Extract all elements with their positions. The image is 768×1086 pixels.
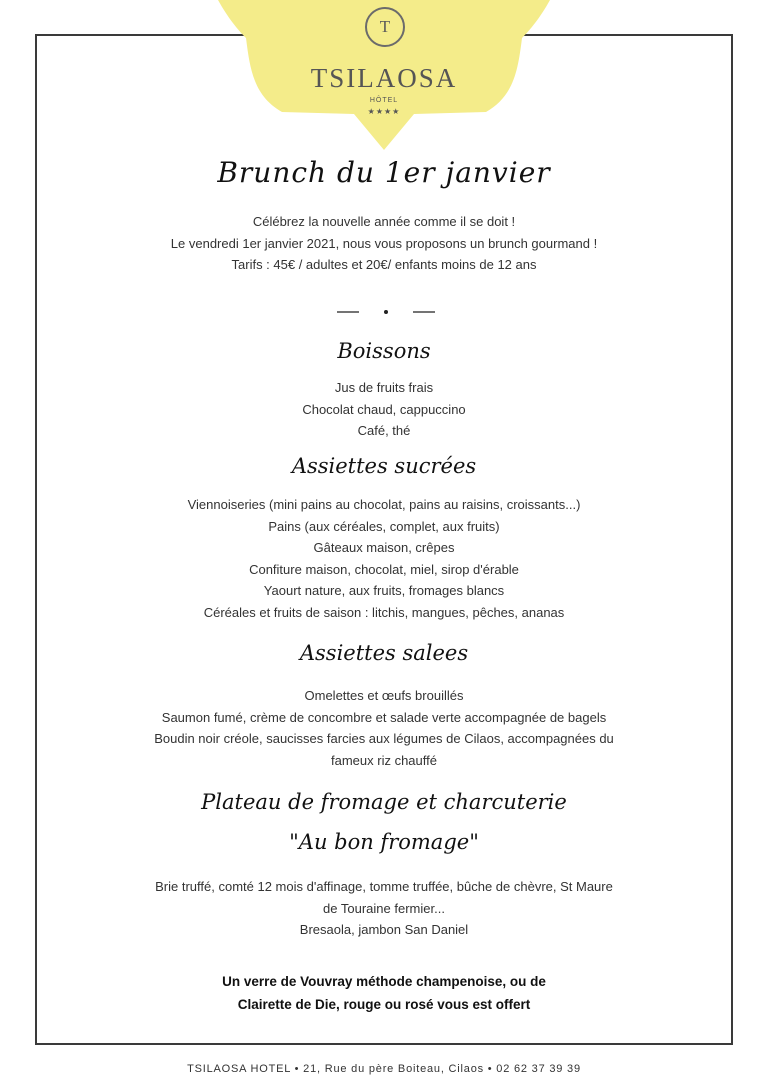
logo-stars: ★★★★ [367, 107, 401, 116]
menu-item: Jus de fruits frais [334, 380, 434, 395]
logo-subtitle: HÔTEL [369, 97, 399, 104]
section-divider [337, 307, 437, 317]
hotel-logo [218, 0, 550, 150]
intro-line: Le vendredi 1er janvier 2021, nous vous proposons un brunch gourmand ! [170, 235, 598, 251]
menu-item: Saumon fumé, crème de concombre et salade verte accompagnée de bagels [161, 709, 607, 725]
menu-item: Boudin noir créole, saucisses farcies aux légumes de Cilaos, accompagnées du [154, 731, 614, 746]
section-title-boissons: Boissons [337, 339, 431, 363]
menu-item: Confiture maison, chocolat, miel, sirop d'érable [249, 561, 519, 577]
section-sucrees-items [0, 494, 768, 623]
menu-item: Viennoiseries (mini pains au chocolat, pains au raisins, croissants...) [187, 497, 581, 512]
section-plateau-items [0, 876, 768, 941]
footer-address: TSILAOSA HOTEL • 21, Rue du père Boiteau, Cilaos • 02 62 37 39 39 [187, 1063, 581, 1075]
menu-item: Café, thé [357, 423, 411, 438]
section-title-salees: Assiettes salees [299, 641, 469, 665]
section-salees-items [0, 685, 768, 771]
page-title: Brunch du 1er janvier [217, 156, 551, 189]
menu-item: Brie truffé, comté 12 mois d'affinage, tomme truffée, bûche de chèvre, St Maure [155, 879, 613, 894]
intro-line: Tarifs : 45€ / adultes et 20€/ enfants moins de 12 ans [231, 257, 537, 272]
logo-monogram-icon: T [365, 7, 405, 47]
section-boissons-items [0, 377, 768, 442]
intro-line: Célébrez la nouvelle année comme il se doit ! [252, 214, 516, 229]
menu-item: fameux riz chauffé [331, 752, 437, 768]
offer-text [0, 970, 768, 1016]
menu-item: Bresaola, jambon San Daniel [299, 922, 469, 937]
menu-item: Pains (aux céréales, complet, aux fruits) [268, 518, 500, 534]
menu-item: Chocolat chaud, cappuccino [302, 401, 466, 417]
section-title-sucrees: Assiettes sucrées [291, 454, 477, 478]
intro-text [0, 211, 768, 276]
menu-item: Gâteaux maison, crêpes [313, 540, 455, 555]
menu-item: Céréales et fruits de saison : litchis, mangues, pêches, ananas [203, 604, 565, 620]
offer-line: Un verre de Vouvray méthode champenoise, ou de [222, 974, 546, 989]
logo-name: TSILAOSA [310, 63, 458, 93]
menu-item: Omelettes et œufs brouillés [304, 688, 464, 703]
menu-item: Yaourt nature, aux fruits, fromages blancs [263, 583, 505, 598]
offer-line: Clairette de Die, rouge ou rosé vous est offert [237, 997, 531, 1012]
section-subtitle-plateau: "Au bon fromage" [289, 830, 479, 854]
menu-item: de Touraine fermier... [323, 900, 445, 916]
section-title-plateau: Plateau de fromage et charcuterie [201, 790, 567, 814]
